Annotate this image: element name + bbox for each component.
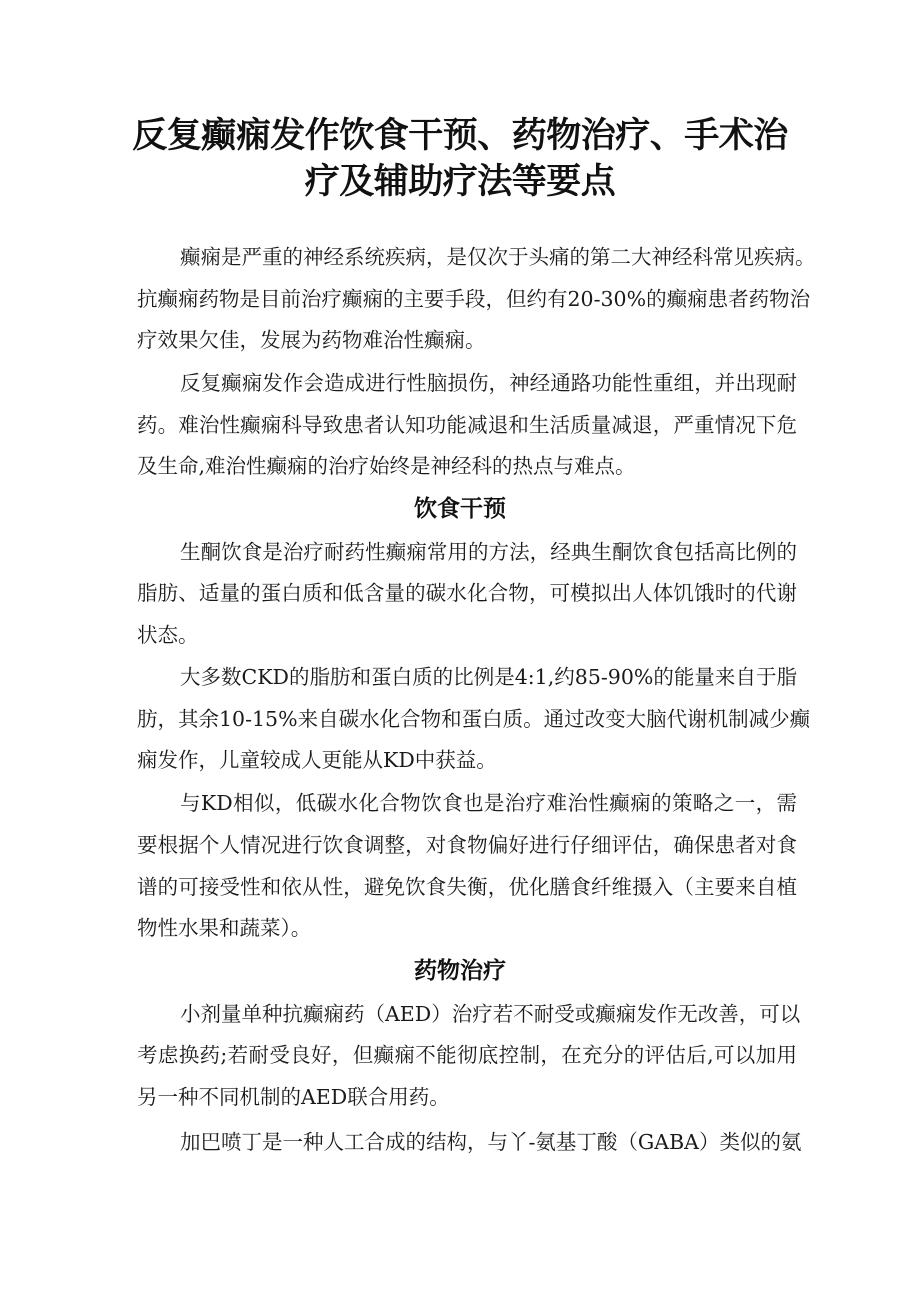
intro-p1-line-3: 疗效果欠佳，发展为药物难治性癫痫。 — [137, 328, 486, 352]
drug-p1-line-3: 另一种不同机制的AED联合用药。 — [137, 1085, 450, 1109]
section-heading-diet: 饮食干预 — [414, 496, 506, 522]
diet-p2-line-2: 肪，其余10-15%来自碳水化合物和蛋白质。通过改变大脑代谢机制减少癫 — [137, 707, 811, 731]
diet-p1-line-3: 状态。 — [137, 623, 199, 647]
diet-p3-line-2: 要根据个人情况进行饮食调整，对食物偏好进行仔细评估，确保患者对食 — [137, 833, 797, 857]
diet-p1-line-2: 脂肪、适量的蛋白质和低含量的碳水化合物，可模拟出人体饥饿时的代谢 — [137, 581, 797, 605]
diet-p3-line-1: 与KD相似，低碳水化合物饮食也是治疗难治性癫痫的策略之一，需 — [180, 791, 797, 815]
intro-p2-line-1: 反复癫痫发作会造成进行性脑损伤，神经通路功能性重组，并出现耐 — [180, 371, 797, 395]
diet-p3-line-3: 谱的可接受性和依从性，避免饮食失衡，优化膳食纤维摄入（主要来自植 — [137, 875, 797, 899]
document-title-line-1: 反复癫痫发作饮食干预、药物治疗、手术治 — [132, 116, 788, 156]
diet-p2-line-3: 痫发作，儿童较成人更能从KD中获益。 — [137, 748, 497, 772]
intro-p2-line-2: 药。难治性癫痫科导致患者认知功能减退和生活质量减退，严重情况下危 — [137, 413, 797, 437]
drug-p2-line-1: 加巴喷丁是一种人工合成的结构，与丫-氨基丁酸（GABA）类似的氨 — [180, 1130, 802, 1154]
intro-p1-line-1: 癫痫是严重的神经系统疾病，是仅次于头痛的第二大神经科常见疾病。 — [180, 245, 816, 269]
document-title-line-2: 疗及辅助疗法等要点 — [304, 162, 616, 202]
diet-p3-line-4: 物性水果和蔬菜）。 — [137, 916, 312, 940]
section-heading-drug: 药物治疗 — [414, 958, 506, 984]
intro-p1-line-2: 抗癫痫药物是目前治疗癫痫的主要手段，但约有20-30%的癫痫患者药物治 — [137, 287, 811, 311]
drug-p1-line-1: 小剂量单种抗癫痫药（AED）治疗若不耐受或癫痫发作无改善，可以 — [180, 1002, 801, 1026]
diet-p2-line-1: 大多数CKD的脂肪和蛋白质的比例是4:1,约85-90%的能量来自于脂 — [180, 665, 797, 689]
intro-p2-line-3: 及生命,难治性癫痫的治疗始终是神经科的热点与难点。 — [137, 454, 636, 478]
drug-p1-line-2: 考虑换药;若耐受良好，但癫痫不能彻底控制，在充分的评估后,可以加用 — [137, 1043, 797, 1067]
diet-p1-line-1: 生酮饮食是治疗耐药性癫痫常用的方法，经典生酮饮食包括高比例的 — [180, 540, 797, 564]
